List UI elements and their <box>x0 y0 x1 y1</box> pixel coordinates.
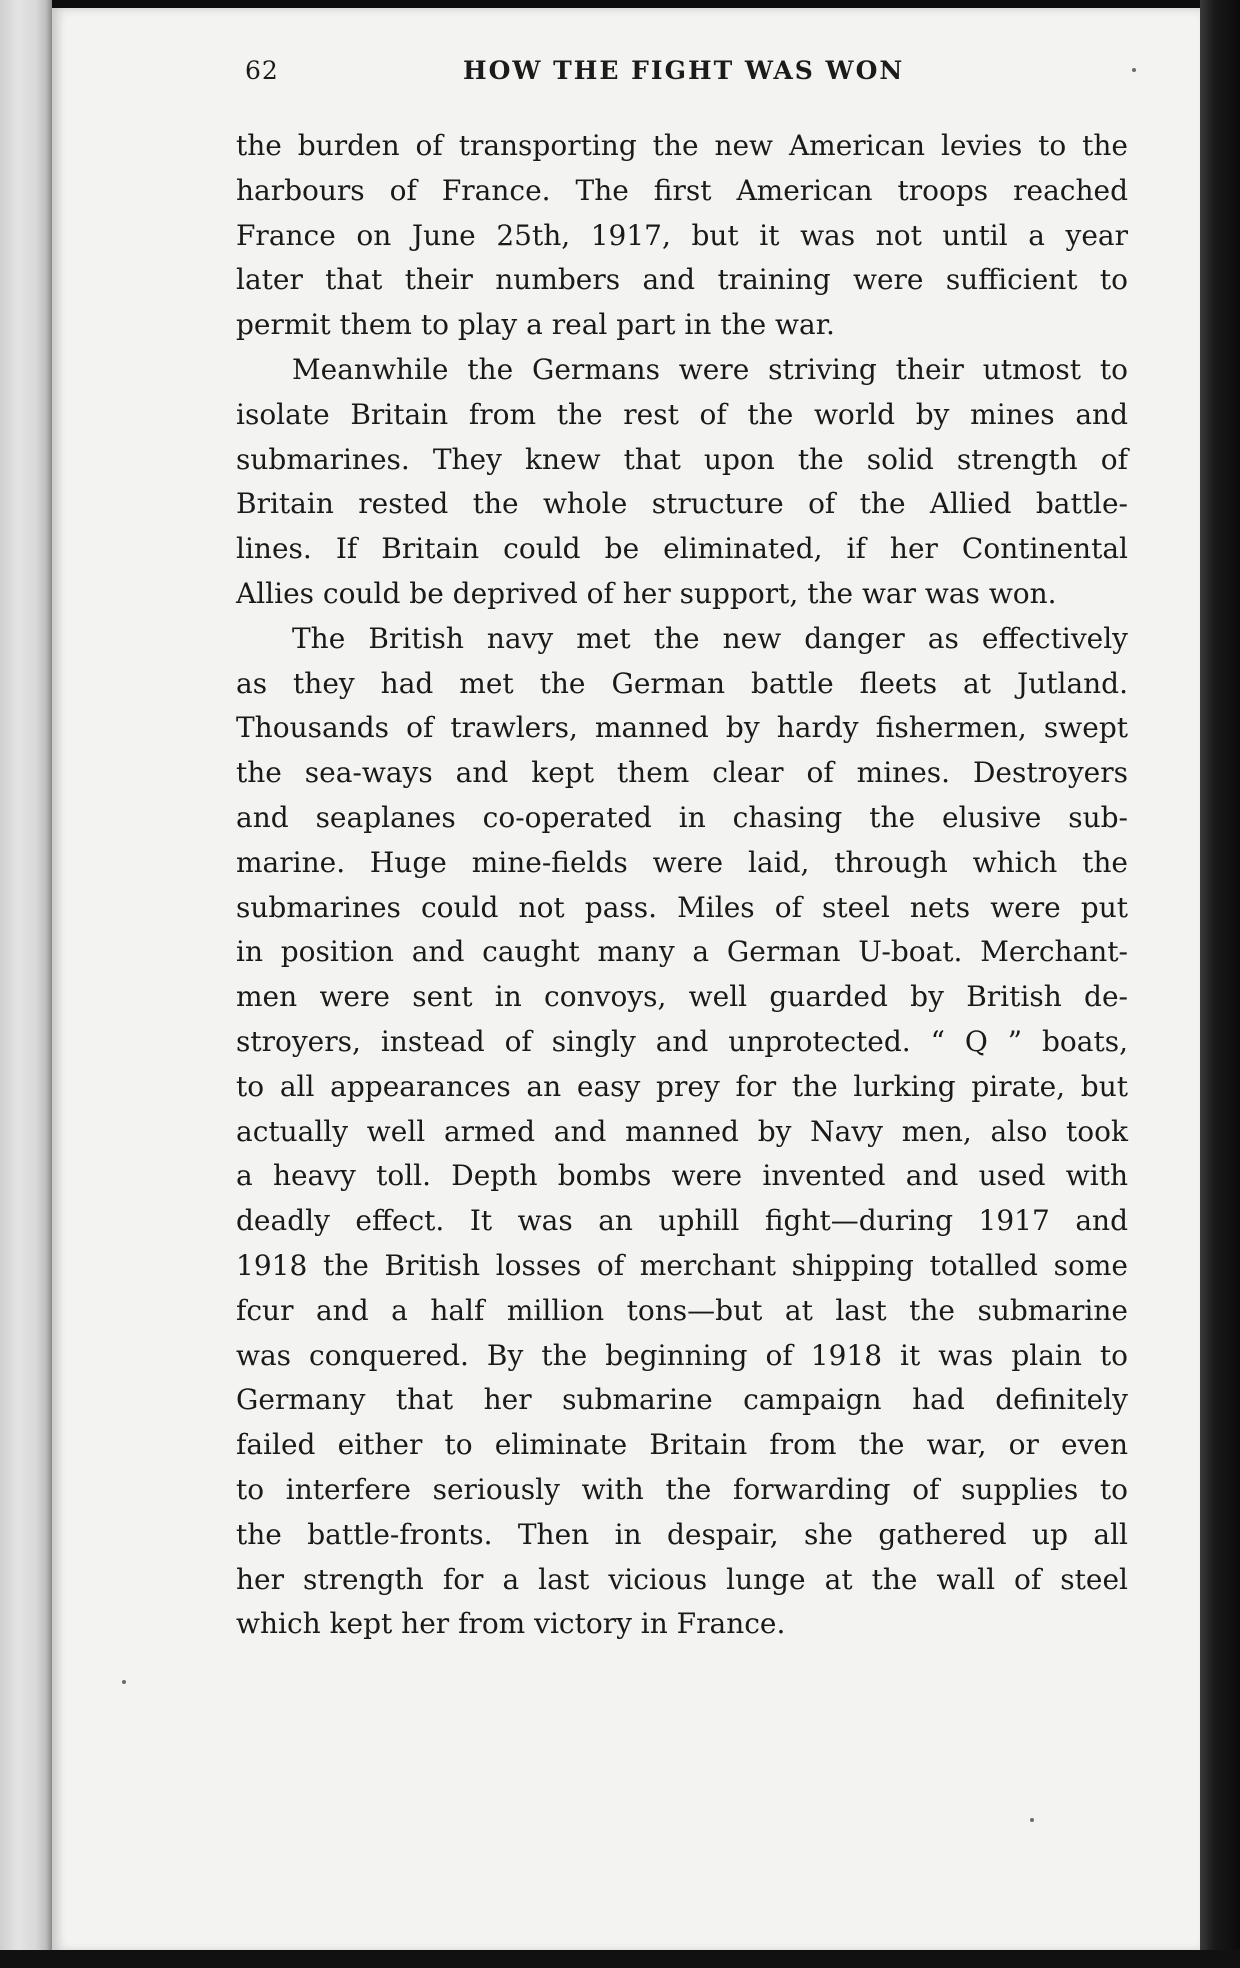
text-line: Britain rested the whole structure of the Allied battle- <box>236 487 1128 521</box>
text-line: lines. If Britain could be eliminated, if her Continental <box>236 532 1128 566</box>
text-line: the burden of transporting the new American levies to the <box>236 129 1128 162</box>
text-line: as they had met the German battle fleets at Jutland. <box>236 666 1128 700</box>
paper-speck <box>1030 1818 1034 1822</box>
text-line: submarines could not pass. Miles of steel nets were put <box>236 890 1128 924</box>
text-line: and seaplanes co-operated in chasing the elusive sub- <box>236 800 1128 834</box>
text-line: marine. Huge mine-fields were laid, through which the <box>236 845 1128 879</box>
text-line: Allies could be deprived of her support, the war was won. <box>236 576 1057 610</box>
book-gutter-edge <box>0 0 52 1968</box>
text-line: the sea-ways and kept them clear of mines. Destroyers <box>236 756 1128 790</box>
text-line: her strength for a last vicious lunge at the wall of steel <box>236 1562 1128 1596</box>
text-line: failed either to eliminate Britain from the war, or even <box>236 1428 1128 1462</box>
text-line: permit them to play a real part in the war. <box>236 308 835 342</box>
text-line: the battle-fronts. Then in despair, she gathered up all <box>236 1517 1128 1551</box>
text-line: men were sent in convoys, well guarded by British de- <box>236 980 1128 1014</box>
text-line: a heavy toll. Depth bombs were invented and used with <box>236 1159 1128 1193</box>
text-line: submarines. They knew that upon the solid strength of <box>236 442 1128 476</box>
text-line: which kept her from victory in France. <box>236 1607 786 1641</box>
text-line: Germany that her submarine campaign had definitely <box>236 1383 1128 1417</box>
text-line: Thousands of trawlers, manned by hardy fishermen, swept <box>236 711 1128 745</box>
paper-speck <box>1132 68 1136 72</box>
text-line: France on June 25th, 1917, but it was not until a year <box>236 218 1128 252</box>
running-head: HOW THE FIGHT WAS WON <box>463 56 905 85</box>
page-number: 62 <box>245 56 279 85</box>
text-line: fcur and a half million tons—but at last the submarine <box>236 1293 1128 1327</box>
body-text <box>236 124 1128 1647</box>
text-line: later that their numbers and training were sufficient to <box>236 263 1128 297</box>
text-line: in position and caught many a German U-boat. Merchant- <box>236 935 1128 969</box>
text-line: 1918 the British losses of merchant shipping totalled some <box>236 1248 1128 1282</box>
paper-speck <box>122 1680 126 1684</box>
text-line: was conquered. By the beginning of 1918 it was plain to <box>236 1338 1128 1372</box>
text-line: to interfere seriously with the forwarding of supplies to <box>236 1472 1128 1506</box>
text-line: stroyers, instead of singly and unprotected. “ Q ” boats, <box>236 1024 1128 1058</box>
scan-border-right <box>1200 0 1240 1968</box>
page-header <box>245 56 1145 96</box>
text-line: to all appearances an easy prey for the lurking pirate, but <box>236 1069 1128 1103</box>
text-line: isolate Britain from the rest of the world by mines and <box>236 397 1128 431</box>
scan-border-bottom <box>0 1950 1240 1968</box>
text-line: Meanwhile the Germans were striving their utmost to <box>292 352 1128 386</box>
text-line: harbours of France. The first American troops reached <box>236 173 1128 207</box>
text-line: actually well armed and manned by Navy men, also took <box>236 1114 1128 1148</box>
text-line: The British navy met the new danger as effectively <box>292 621 1128 655</box>
text-line: deadly effect. It was an uphill fight—during 1917 and <box>236 1204 1128 1238</box>
